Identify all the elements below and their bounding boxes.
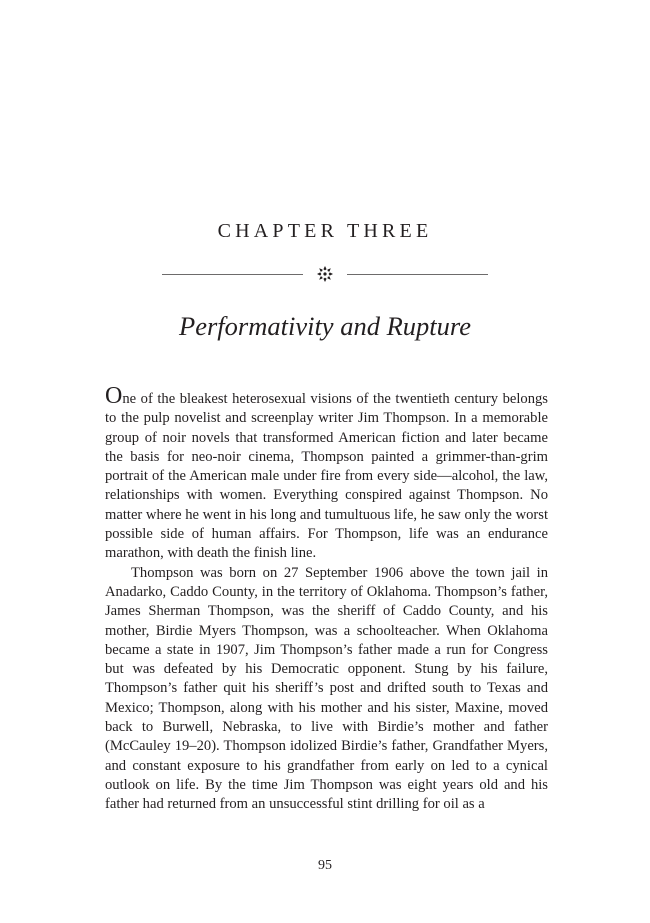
chapter-title: Performativity and Rupture <box>179 311 471 341</box>
right-rule <box>347 274 488 275</box>
drop-cap: O <box>105 383 123 409</box>
fleuron-ornament-icon <box>316 265 334 283</box>
paragraph-1-text: ne of the bleakest heterosexual visions of the twentieth century belongs to the pulp novelist and screenplay writer Jim Thompson. In a memorable group of noir novels that transformed American fiction and later became the basis for neo-noir cinema, Thompson painted a grimmer-than-grim portrait of the American male under fire from every side—alcohol, the law, relationships with women. Everything conspired against Thompson. No matter where he went in his long and tumultuous life, he saw only the worst possible side of human affairs. For Thompson, life was an endurance marathon, with death the finish line. <box>105 391 548 562</box>
paragraph-1 <box>105 383 548 564</box>
body-text <box>105 383 548 815</box>
paragraph-2: Thompson was born on 27 September 1906 above the town jail in Anadarko, Caddo County, in the territory of Oklahoma. Thompson’s father, James Sherman Thompson, was the sheriff of Caddo County, and his mother, Birdie Myers Thompson, was a schoolteacher. When Oklahoma became a state in 1907, Jim Thompson’s father made a run for Congress but was defeated by his Democratic opponent. Stung by his failure, Thompson’s father quit his sheriff’s post and drifted south to Texas and Mexico; Thompson, along with his mother and his sister, Maxine, moved back to Burwell, Nebraska, to live with Birdie’s mother and father (McCauley 19–20). Thompson idolized Birdie’s father, Grandfather Myers, and constant exposure to his grandfather from early on led to a cynical outlook on life. By the time Jim Thompson was eight years old and his father had returned from an unsuccessful stint drilling for oil as a <box>105 564 548 813</box>
page-number: 95 <box>318 858 332 873</box>
chapter-ornament-divider <box>162 263 488 285</box>
chapter-label: CHAPTER THREE <box>217 220 433 242</box>
left-rule <box>162 274 303 275</box>
